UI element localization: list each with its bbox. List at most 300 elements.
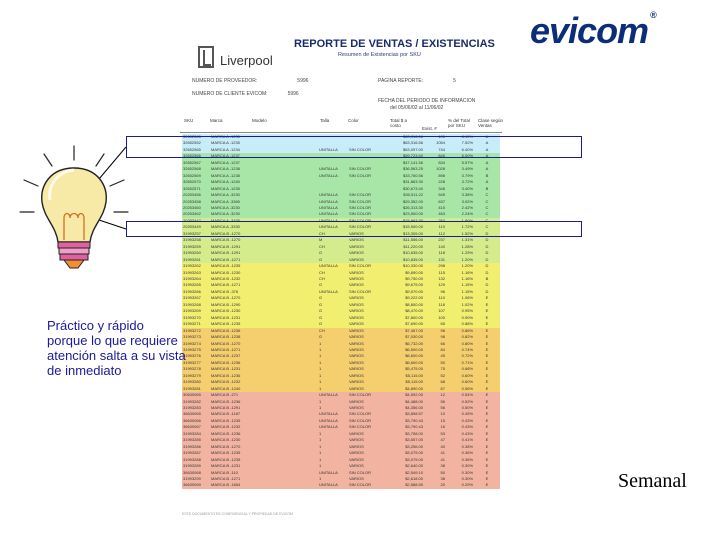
cell-clase: E	[485, 424, 489, 430]
annotation-line-4: de inmediato	[47, 363, 122, 378]
cell-color: SIN COLOR	[349, 146, 372, 152]
cell-color: VARIOS	[349, 256, 364, 262]
cell-sku: 31993257	[183, 230, 201, 236]
cell-clase: E	[485, 482, 489, 488]
cell-total: $9,570.00	[405, 288, 423, 294]
cell-talla: 1	[319, 340, 322, 346]
cell-sku: 36630067	[183, 424, 201, 430]
cell-pct: 3.40%	[461, 185, 473, 191]
cell-pct: 0.95%	[461, 308, 473, 314]
cell-total: $11,220.00	[403, 243, 423, 249]
cell-total: $9,222.00	[405, 295, 423, 301]
cell-total: $47,141.56	[402, 159, 423, 165]
cell-marca: MARCA A -1237	[211, 159, 240, 165]
cell-sku: 20253458	[183, 198, 201, 204]
cell-marca: MARCA B -1291	[211, 243, 241, 249]
cell-exist: 228	[438, 179, 445, 185]
cell-total: $5,115.00	[405, 379, 423, 385]
cell-color: SIN COLOR	[349, 204, 372, 210]
cell-exist: 38	[440, 463, 445, 469]
cell-talla: 1	[319, 398, 322, 404]
cell-talla: G	[319, 334, 323, 340]
cell-exist: 1054	[436, 140, 445, 146]
cell-sku: 36630068	[183, 469, 201, 475]
cell-clase: E	[485, 430, 489, 436]
cell-sku: 32652571	[183, 185, 201, 191]
cell-talla: UNITALLA	[319, 211, 338, 217]
cell-total: $31,863.30	[402, 179, 423, 185]
cell-exist: 118	[438, 301, 445, 307]
cell-pct: 6.00%	[461, 153, 473, 159]
cell-sku: 31993282	[183, 398, 201, 404]
cell-total: $8,470.00	[405, 308, 423, 314]
cell-clase: D	[485, 269, 489, 275]
cell-marca: MARCA A -3335	[211, 217, 240, 223]
cell-clase: E	[485, 334, 489, 340]
cell-total: $6,732.00	[405, 340, 423, 346]
cell-marca: MARCA B -1231	[211, 314, 241, 320]
cell-total: $29,352.00	[402, 198, 423, 204]
cell-exist: 129	[438, 282, 445, 288]
cell-exist: 40	[440, 443, 445, 449]
cell-pct: 3.38%	[461, 192, 473, 198]
cell-sku: 31993258	[183, 237, 201, 243]
col-header-sku: SKU	[184, 118, 194, 123]
cell-exist: 84	[440, 346, 445, 352]
cell-color: VARIOS	[349, 340, 364, 346]
cell-total: $63,097.00	[402, 146, 423, 152]
cell-clase: E	[485, 340, 489, 346]
col-header-exist: Exist. #	[422, 126, 437, 131]
cell-exist: 50	[440, 469, 445, 475]
cell-marca: MARCA B -1230	[211, 308, 241, 314]
cell-clase: A	[485, 153, 489, 159]
lightbulb-icon	[14, 140, 134, 290]
cell-talla: UNITALLA	[319, 288, 338, 294]
cell-exist: 112	[438, 230, 445, 236]
cell-pct: 1.28%	[461, 243, 473, 249]
cell-marca: MARCA B -1187	[211, 411, 241, 417]
cell-color: SIN COLOR	[349, 417, 372, 423]
cell-total: $15,863.30	[402, 217, 423, 223]
cell-total: $3,256.00	[405, 443, 423, 449]
cell-total: $30,511.22	[403, 192, 423, 198]
cell-marca: MARCA A -1238	[211, 166, 240, 172]
cell-sku: 31993266	[183, 288, 201, 294]
cell-color: VARIOS	[349, 366, 364, 372]
cell-talla: 1	[319, 379, 322, 385]
cell-total: $4,890.00	[405, 385, 423, 391]
cell-talla: UNITALLA	[319, 411, 338, 417]
cell-sku: 31993276	[183, 353, 201, 359]
cell-talla: G	[319, 321, 323, 327]
cell-pct: 1.15%	[461, 282, 473, 288]
cell-clase: A	[485, 146, 489, 152]
report-subtitle: Resumen de Existencias por SKU	[338, 52, 421, 58]
cell-clase: D	[485, 243, 489, 249]
cell-sku: 31993289	[183, 463, 201, 469]
cell-clase: E	[485, 353, 489, 359]
cell-marca: MARCA B -1236	[211, 398, 241, 404]
col-header-color: Color	[348, 118, 359, 123]
cell-total: $23,500.00	[402, 211, 423, 217]
cell-clase: E	[485, 327, 489, 333]
cell-color: VARIOS	[349, 359, 364, 365]
cell-color: VARIOS	[349, 282, 364, 288]
cell-pct: 1.72%	[461, 224, 473, 230]
cell-clase: C	[485, 224, 489, 230]
cell-color: SIN COLOR	[349, 469, 372, 475]
cell-exist: 545	[438, 192, 445, 198]
cell-color: VARIOS	[349, 476, 364, 482]
cell-sku: 32652566	[183, 153, 201, 159]
cell-exist: 131	[438, 256, 445, 262]
report-title: REPORTE DE VENTAS / EXISTENCIAS	[294, 38, 495, 50]
cell-color: VARIOS	[349, 353, 364, 359]
cell-clase: E	[485, 443, 489, 449]
cell-color: VARIOS	[349, 456, 364, 462]
cell-marca: MARCA B -1270	[211, 237, 241, 243]
cell-pct: 1.15%	[461, 288, 473, 294]
cell-clase: D	[485, 250, 489, 256]
cell-exist: 415	[438, 204, 445, 210]
cell-sku: 32652565	[183, 146, 201, 152]
cell-color: VARIOS	[349, 437, 364, 443]
cell-clase: E	[485, 295, 489, 301]
cell-exist: 96	[440, 327, 445, 333]
cell-exist: 110	[438, 224, 445, 230]
cell-marca: MARCA A -3365	[211, 198, 240, 204]
cell-sku: 31993290	[183, 476, 201, 482]
cliente-label: NUMERO DE CLIENTE EVICOM:	[192, 91, 268, 97]
cell-talla: 1	[319, 430, 322, 436]
cell-exist: 56	[440, 398, 445, 404]
cell-sku: 31993287	[183, 450, 201, 456]
cell-sku: 20253449	[183, 224, 201, 230]
cell-sku: 32652565	[183, 134, 201, 139]
col-header-talla: Talla	[320, 118, 330, 123]
cell-total: $3,898.57	[405, 411, 423, 417]
cell-color: VARIOS	[349, 372, 364, 378]
cell-talla: 1	[319, 372, 322, 378]
cell-pct: 7.52%	[461, 140, 473, 146]
cell-total: $3,790.43	[405, 424, 423, 430]
cell-talla: UNITALLA	[319, 469, 338, 475]
cell-exist: 100	[438, 314, 445, 320]
cell-total: $9,675.00	[405, 282, 423, 288]
cell-color: VARIOS	[349, 301, 364, 307]
cell-marca: MARCA B -1270	[211, 230, 241, 236]
cell-talla: UNITALLA	[319, 166, 338, 172]
cell-marca: MARCA B -1235	[211, 321, 241, 327]
cell-total: $5,475.00	[405, 366, 423, 372]
cell-total: $11,556.00	[403, 237, 423, 243]
cell-talla: UNITALLA	[319, 204, 338, 210]
cell-total: $7,467.00	[405, 327, 423, 333]
cell-pct: 8.10%	[461, 134, 473, 139]
cell-total: $63,316.56	[402, 140, 423, 146]
liverpool-logo-text: Liverpool	[220, 53, 273, 68]
cell-clase: D	[485, 230, 489, 236]
cell-marca: MARCA A -1240	[211, 179, 240, 185]
cell-talla: 1	[319, 456, 322, 462]
cell-talla: UNITALLA	[319, 198, 338, 204]
cell-exist: 115	[438, 269, 445, 275]
cell-exist: 10	[440, 411, 445, 417]
evicom-logo-text: evicom	[530, 10, 649, 51]
cell-talla: UNITALLA	[319, 224, 338, 230]
cell-clase: B	[485, 275, 489, 281]
cell-clase: E	[485, 308, 489, 314]
cell-total: $2,640.00	[405, 463, 423, 469]
cell-clase: C	[485, 211, 489, 217]
cell-total: $6,600.00	[405, 353, 423, 359]
cell-marca: MARCA A -1237	[211, 153, 240, 159]
cell-clase: E	[485, 437, 489, 443]
cell-sku: 31993277	[183, 359, 201, 365]
cell-marca: MARCA B -1235	[211, 456, 241, 462]
cell-color: SIN COLOR	[349, 172, 372, 178]
cell-exist: 68	[440, 379, 445, 385]
cell-exist: 41	[440, 456, 445, 462]
cell-sku: 32652569	[183, 172, 201, 178]
cell-total: $4,592.00	[405, 392, 423, 398]
trademark-symbol: ®	[650, 10, 656, 20]
cell-pct: 6.40%	[461, 146, 473, 152]
cell-marca: MARCA A -1235	[211, 140, 240, 146]
cell-sku: 31993281	[183, 385, 201, 391]
cell-talla: 1	[319, 359, 322, 365]
cell-total: $10,835.00	[402, 250, 423, 256]
cell-clase: E	[485, 476, 489, 482]
cell-pct: 0.60%	[461, 379, 473, 385]
cell-sku: 31993275	[183, 346, 201, 352]
cell-talla: UNITALLA	[319, 424, 338, 430]
cell-color: VARIOS	[349, 237, 364, 243]
cell-exist: 744	[438, 146, 445, 152]
cell-pct: 0.52%	[461, 398, 473, 404]
cell-exist: 75	[440, 366, 445, 372]
cell-total: $3,075.00	[405, 456, 423, 462]
cell-sku: 31993272	[183, 327, 201, 333]
cell-marca: MARCA B -1271	[211, 346, 241, 352]
cell-pct: 0.41%	[461, 437, 473, 443]
annotation-line-1: Práctico y rápido	[47, 318, 144, 333]
cell-pct: 0.36%	[461, 450, 473, 456]
cell-marca: MARCA B -1271	[211, 256, 241, 262]
cell-color: VARIOS	[349, 250, 364, 256]
cell-exist: 16	[440, 424, 445, 430]
cell-clase: B	[485, 185, 489, 191]
cell-pct: 1.80%	[461, 217, 473, 223]
cell-clase: E	[485, 359, 489, 365]
cell-talla: CH	[319, 243, 325, 249]
cell-clase: C	[485, 217, 489, 223]
cell-color: SIN COLOR	[349, 198, 372, 204]
cell-sku: 32652570	[183, 179, 201, 185]
cell-talla: UNITALLA	[319, 263, 338, 269]
cell-exist: 53	[440, 430, 445, 436]
cell-pct: 0.86%	[461, 327, 473, 333]
cell-marca: MARCA B -1230	[211, 269, 241, 275]
cell-sku: 30630065	[183, 392, 201, 398]
cell-clase: D	[485, 237, 489, 243]
cell-pct: 0.29%	[461, 482, 473, 488]
cell-total: $7,030.00	[405, 334, 423, 340]
cell-color: VARIOS	[349, 308, 364, 314]
cell-clase: D	[485, 263, 489, 269]
cell-pct: 5.57%	[461, 159, 473, 165]
cell-total: $33,760.56	[402, 172, 423, 178]
cell-sku: 31993269	[183, 308, 201, 314]
cell-clase: E	[485, 398, 489, 404]
cell-total: $6,500.00	[405, 346, 423, 352]
cell-marca: MARCA B -1270	[211, 443, 241, 449]
cell-exist: 140	[438, 243, 445, 249]
periodo-label: FECHA DEL PERIODO DE INFORMACION	[378, 98, 476, 104]
cell-clase: A	[485, 166, 489, 172]
cell-sku: 31993268	[183, 301, 201, 307]
cell-talla: G	[319, 250, 323, 256]
cell-pct: 3.72%	[461, 179, 473, 185]
cell-marca: MARCA B -1271	[211, 282, 241, 288]
cell-marca: MARCA B -1291	[211, 250, 241, 256]
cell-sku: 31993273	[183, 334, 201, 340]
cell-pct: 0.90%	[461, 314, 473, 320]
cell-color: SIN COLOR	[349, 211, 372, 217]
cell-sku: 20253447	[183, 217, 201, 223]
cell-marca: MARCA B -1270	[211, 295, 241, 301]
cell-total: $7,800.00	[405, 314, 423, 320]
cell-color: SIN COLOR	[349, 392, 372, 398]
cell-marca: MARCA B -1270	[211, 340, 241, 346]
cell-sku: 36630065	[183, 411, 201, 417]
cell-talla: UNITALLA	[319, 392, 338, 398]
cell-talla: 1	[319, 385, 322, 391]
cell-clase: E	[485, 321, 489, 327]
cell-exist: 237	[438, 237, 445, 243]
cell-color: VARIOS	[349, 321, 364, 327]
cell-exist: 637	[438, 198, 445, 204]
cell-marca: MARCA B -1290	[211, 301, 241, 307]
cell-pct: 0.88%	[461, 321, 473, 327]
cell-talla: 1	[319, 366, 322, 372]
cell-exist: 105	[438, 134, 445, 139]
cell-marca: MARCA B -1232	[211, 275, 241, 281]
report-footer: ESTE DOCUMENTO ES CONFIDENCIAL Y PROPIEDAD DE EVICOM	[182, 512, 293, 516]
cell-pct: 0.68%	[461, 366, 473, 372]
cell-pct: 0.30%	[461, 476, 473, 482]
proveedor-value: 5996	[297, 78, 309, 84]
cell-clase: A	[485, 134, 489, 139]
cell-pct: 2.42%	[461, 204, 473, 210]
cliente-value: 5996	[287, 91, 299, 97]
cell-clase: E	[485, 314, 489, 320]
cell-marca: MARCA B -1231	[211, 463, 241, 469]
cell-clase: A	[485, 179, 489, 185]
cell-pct: 1.02%	[461, 301, 473, 307]
cell-talla: 1	[319, 437, 322, 443]
cell-clase: E	[485, 405, 489, 411]
cell-total: $59,723.50	[402, 153, 423, 159]
cell-pct: 1.06%	[461, 295, 473, 301]
cell-pct: 0.36%	[461, 456, 473, 462]
cell-sku: 31993260	[183, 250, 201, 256]
cell-marca: MARCA B -1231	[211, 366, 241, 372]
cell-sku: 31993265	[183, 282, 201, 288]
proveedor-label: NUMERO DE PROVEEDOR:	[192, 78, 258, 84]
cell-color: VARIOS	[349, 450, 364, 456]
cell-pct: 3.02%	[461, 198, 473, 204]
cell-pct: 1.31%	[461, 237, 473, 243]
cell-total: $3,075.00	[405, 450, 423, 456]
cell-talla: G	[319, 282, 323, 288]
cell-pct: 1.16%	[461, 275, 473, 281]
cell-sku: 31993284	[183, 430, 201, 436]
cell-color: VARIOS	[349, 295, 364, 301]
cell-exist: 348	[438, 185, 445, 191]
cell-marca: MARCA B -1236	[211, 372, 241, 378]
cell-color: VARIOS	[349, 269, 364, 275]
cell-total: $8,800.00	[405, 301, 423, 307]
cell-marca: MARCA B -110	[211, 469, 238, 475]
cell-pct: 0.80%	[461, 340, 473, 346]
cell-sku: 31993280	[183, 379, 201, 385]
cell-talla: 1	[319, 476, 322, 482]
cell-clase: E	[485, 392, 489, 398]
cell-sku: 20253462	[183, 211, 201, 217]
cell-clase: C	[485, 192, 489, 198]
cell-talla: 1	[319, 353, 322, 359]
annotation-text	[47, 318, 186, 378]
cell-marca: MARCA B -1235	[211, 263, 241, 269]
cell-color: VARIOS	[349, 379, 364, 385]
cell-talla: G	[319, 256, 323, 262]
cell-marca: MARCA A -1235	[211, 185, 240, 191]
cell-marca: MARCA A -1235	[211, 134, 240, 139]
cell-exist: 52	[440, 372, 445, 378]
cell-exist: 12	[440, 392, 445, 398]
cell-sku: 31993283	[183, 405, 201, 411]
cell-talla: 1	[319, 463, 322, 469]
cell-sku: 31993262	[183, 263, 201, 269]
cell-marca: MARCA B -1240	[211, 385, 241, 391]
cell-sku: 31993286	[183, 443, 201, 449]
cell-color: SIN COLOR	[349, 166, 372, 172]
cell-clase: A	[485, 159, 489, 165]
cell-sku: 36630069	[183, 482, 201, 488]
cell-exist: 38	[440, 476, 445, 482]
cell-pct: 0.43%	[461, 417, 473, 423]
cell-exist: 41	[440, 450, 445, 456]
cell-total: $7,690.00	[405, 321, 423, 327]
cell-clase: E	[485, 456, 489, 462]
cell-marca: MARCA A -3230	[211, 204, 240, 210]
cell-total: $2,588.55	[405, 482, 423, 488]
cell-talla: 1	[319, 443, 322, 449]
cell-total: $5,115.00	[405, 372, 423, 378]
cell-clase: A	[485, 140, 489, 146]
cell-pct: 0.60%	[461, 372, 473, 378]
cell-color: SIN COLOR	[349, 424, 372, 430]
cell-sku: 31993267	[183, 295, 201, 301]
cell-pct: 0.71%	[461, 359, 473, 365]
cell-marca: MARCA B -1235	[211, 417, 241, 423]
cell-exist: 110	[438, 295, 445, 301]
cell-clase: C	[485, 198, 489, 204]
cell-clase: D	[485, 282, 489, 288]
cell-marca: MARCA B -1232	[211, 379, 241, 385]
